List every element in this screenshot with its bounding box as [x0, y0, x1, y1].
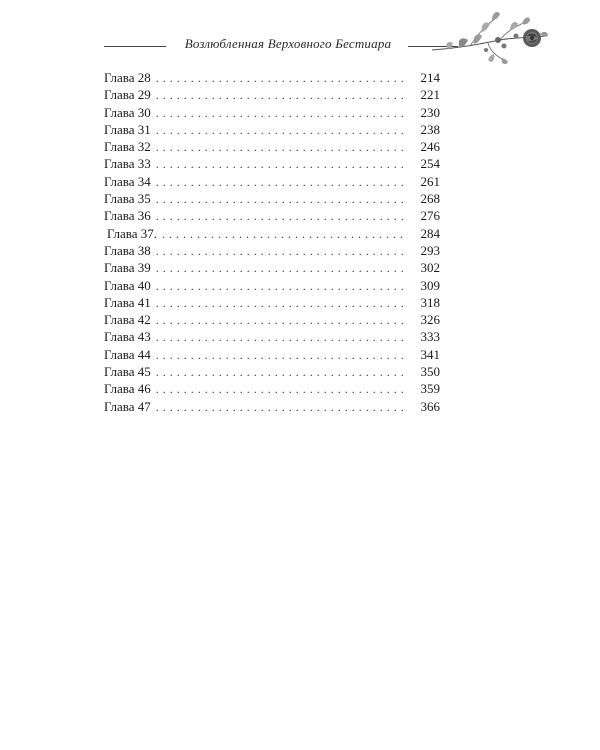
toc-entry-label: Глава 39 [104, 260, 151, 276]
toc-entry-page: 261 [420, 173, 440, 189]
toc-leader-dots [156, 70, 408, 87]
toc-leader-dots [156, 329, 408, 346]
toc-entry-label: Глава 43 [104, 329, 151, 345]
toc-entry-label: Глава 36 [104, 208, 151, 224]
toc-entry[interactable] [104, 190, 440, 207]
toc-entry[interactable] [104, 363, 440, 380]
toc-entry-label: Глава 38 [104, 242, 151, 258]
toc-entry-label: Глава 34 [104, 173, 151, 189]
toc-entry-label: Глава 31 [104, 121, 151, 137]
toc-leader-dots [156, 260, 408, 277]
running-title: Возлюбленная Верховного Бестиара [184, 36, 392, 51]
toc-entry-label: Глава 33 [104, 156, 151, 172]
toc-entry-page: 302 [420, 260, 440, 276]
toc-entry-label: Глава 30 [104, 104, 151, 120]
toc-entry-label: Глава 45 [104, 364, 151, 380]
toc-entry-page: 309 [420, 277, 440, 293]
toc-entry-label: Глава 47 [104, 398, 151, 414]
toc-leader-dots [156, 105, 408, 122]
toc-entry-page: 350 [420, 364, 440, 380]
toc-leader-dots [156, 312, 408, 329]
header-rule-left [104, 46, 166, 47]
toc-entry-page: 318 [420, 294, 440, 310]
toc-entry[interactable] [104, 398, 440, 415]
toc-entry[interactable] [104, 121, 440, 138]
toc-entry[interactable] [104, 311, 440, 328]
toc-entry[interactable] [104, 104, 440, 121]
toc-leader-dots [162, 226, 408, 243]
toc-entry-label: Глава 44 [104, 346, 151, 362]
toc-leader-dots [156, 381, 408, 398]
toc-entry-label: Глава 42 [104, 312, 151, 328]
toc-entry-page: 214 [420, 70, 440, 85]
toc-entry-page: 333 [420, 329, 440, 345]
toc-entry-label: Глава 35 [104, 191, 151, 207]
toc-leader-dots [156, 347, 408, 364]
page-header [0, 0, 600, 70]
toc-entry-label: Глава 32 [104, 139, 151, 155]
toc-leader-dots [156, 399, 408, 416]
toc-entry[interactable] [104, 242, 440, 259]
toc-entry[interactable] [104, 86, 440, 103]
toc-entry-page: 254 [420, 156, 440, 172]
toc-entry-page: 238 [420, 121, 440, 137]
toc-leader-dots [156, 278, 408, 295]
toc-entry[interactable] [104, 155, 440, 172]
toc-entry-page: 276 [420, 208, 440, 224]
floral-branch-icon [430, 6, 550, 66]
toc-leader-dots [156, 87, 408, 104]
toc-entry-label: Глава 41 [104, 294, 151, 310]
toc-entry-label: Глава 37. [107, 225, 158, 241]
toc-entry-page: 246 [420, 139, 440, 155]
toc-entry-page: 359 [420, 381, 440, 397]
toc-entry[interactable] [104, 294, 440, 311]
toc-entry[interactable] [104, 328, 440, 345]
table-of-contents [104, 69, 440, 415]
toc-entry[interactable] [104, 225, 440, 242]
toc-leader-dots [156, 156, 408, 173]
toc-entry[interactable] [104, 346, 440, 363]
toc-leader-dots [156, 208, 408, 225]
toc-leader-dots [156, 191, 408, 208]
toc-entry-page: 221 [420, 87, 440, 103]
toc-entry-label: Глава 29 [104, 87, 151, 103]
toc-entry-label: Глава 28 [104, 70, 151, 85]
toc-entry-page: 293 [420, 242, 440, 258]
toc-leader-dots [156, 243, 408, 260]
toc-entry-page: 284 [420, 225, 440, 241]
toc-leader-dots [156, 139, 408, 156]
toc-entry[interactable] [104, 259, 440, 276]
toc-entry[interactable] [104, 69, 440, 86]
toc-entry[interactable] [104, 207, 440, 224]
toc-leader-dots [156, 174, 408, 191]
toc-entry-label: Глава 46 [104, 381, 151, 397]
toc-entry[interactable] [104, 277, 440, 294]
toc-entry[interactable] [104, 138, 440, 155]
toc-entry-page: 326 [420, 312, 440, 328]
toc-entry-page: 366 [420, 398, 440, 414]
toc-entry[interactable] [104, 380, 440, 397]
toc-entry-page: 230 [420, 104, 440, 120]
toc-leader-dots [156, 122, 408, 139]
toc-entry-label: Глава 40 [104, 277, 151, 293]
toc-entry-page: 268 [420, 191, 440, 207]
toc-entry-page: 341 [420, 346, 440, 362]
toc-entry[interactable] [104, 173, 440, 190]
toc-leader-dots [156, 364, 408, 381]
toc-leader-dots [156, 295, 408, 312]
